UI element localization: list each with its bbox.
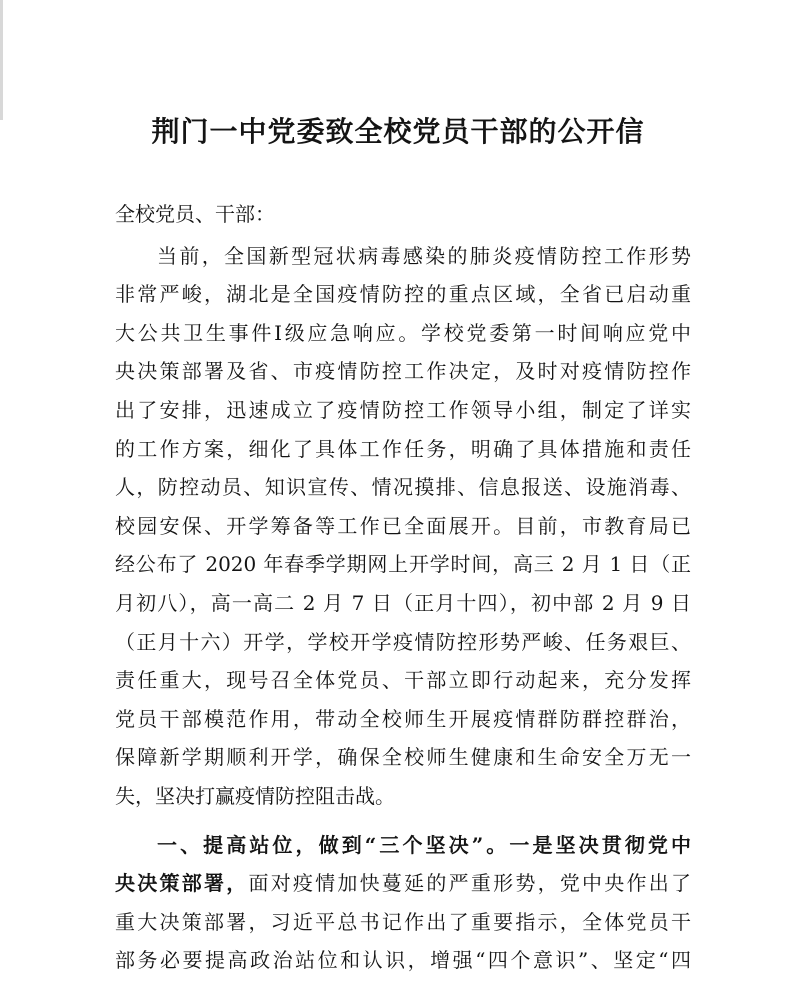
- page-edge-shadow: [0, 0, 3, 120]
- letter-body: [115, 195, 691, 980]
- bold-heading-text: 一、提高站位，做到“三个坚决”。一是坚决贯彻党中: [157, 832, 691, 857]
- text-line: 非常严峻，湖北是全国疫情防控的重点区域，全省已启动重: [115, 282, 691, 307]
- text-line: 大公共卫生事件Ⅰ级应急响应。学校党委第一时间响应党中: [115, 320, 691, 345]
- text-line: [115, 903, 691, 942]
- text-line: [115, 826, 691, 865]
- text-line: 校园安保、开学筹备等工作已全面展开。目前，市教育局已: [115, 513, 691, 538]
- document-title: 荆门一中党委致全校党员干部的公开信: [151, 115, 645, 148]
- text-line: 保障新学期顺利开学，确保全校师生健康和生命安全万无一: [115, 745, 691, 770]
- text-line: 党员干部模范作用，带动全校师生开展疫情群防群控群治，: [115, 706, 691, 731]
- text-line: 央决策部署及省、市疫情防控工作决定，及时对疫情防控作: [115, 359, 691, 384]
- text-line: 责任重大，现号召全体党员、干部立即行动起来，充分发挥: [115, 668, 691, 693]
- body-text: 部务必要提高政治站位和认识，增强“四个意识”、坚定“四: [115, 948, 691, 973]
- text-line: 当前，全国新型冠状病毒感染的肺炎疫情防控工作形势: [157, 243, 691, 268]
- text-line: （正月十六）开学，学校开学疫情防控形势严峻、任务艰巨、: [115, 629, 691, 654]
- text-line: 的工作方案，细化了具体工作任务，明确了具体措施和责任: [115, 436, 691, 461]
- bold-heading-text: 央决策部署，: [115, 871, 249, 896]
- text-line: 人，防控动员、知识宣传、情况摸排、信息报送、设施消毒、: [115, 475, 691, 500]
- paragraph-2: [115, 826, 691, 980]
- text-line: 失，坚决打赢疫情防控阻击战。: [115, 783, 395, 808]
- body-text: 重大决策部署，习近平总书记作出了重要指示，全体党员干: [115, 909, 691, 934]
- salutation: 全校党员、干部：: [115, 202, 275, 226]
- text-line: [115, 864, 691, 903]
- text-line: 月初八），高一高二 2 月 7 日（正月十四），初中部 2 月 9 日: [115, 590, 691, 615]
- text-line: [115, 941, 691, 980]
- text-line: 出了安排，迅速成立了疫情防控工作领导小组，制定了详实: [115, 397, 691, 422]
- paragraph-1: [115, 237, 691, 816]
- body-text: 面对疫情加快蔓延的严重形势，党中央作出了: [248, 871, 691, 896]
- text-line: 经公布了 2020 年春季学期网上开学时间，高三 2 月 1 日（正: [115, 552, 691, 577]
